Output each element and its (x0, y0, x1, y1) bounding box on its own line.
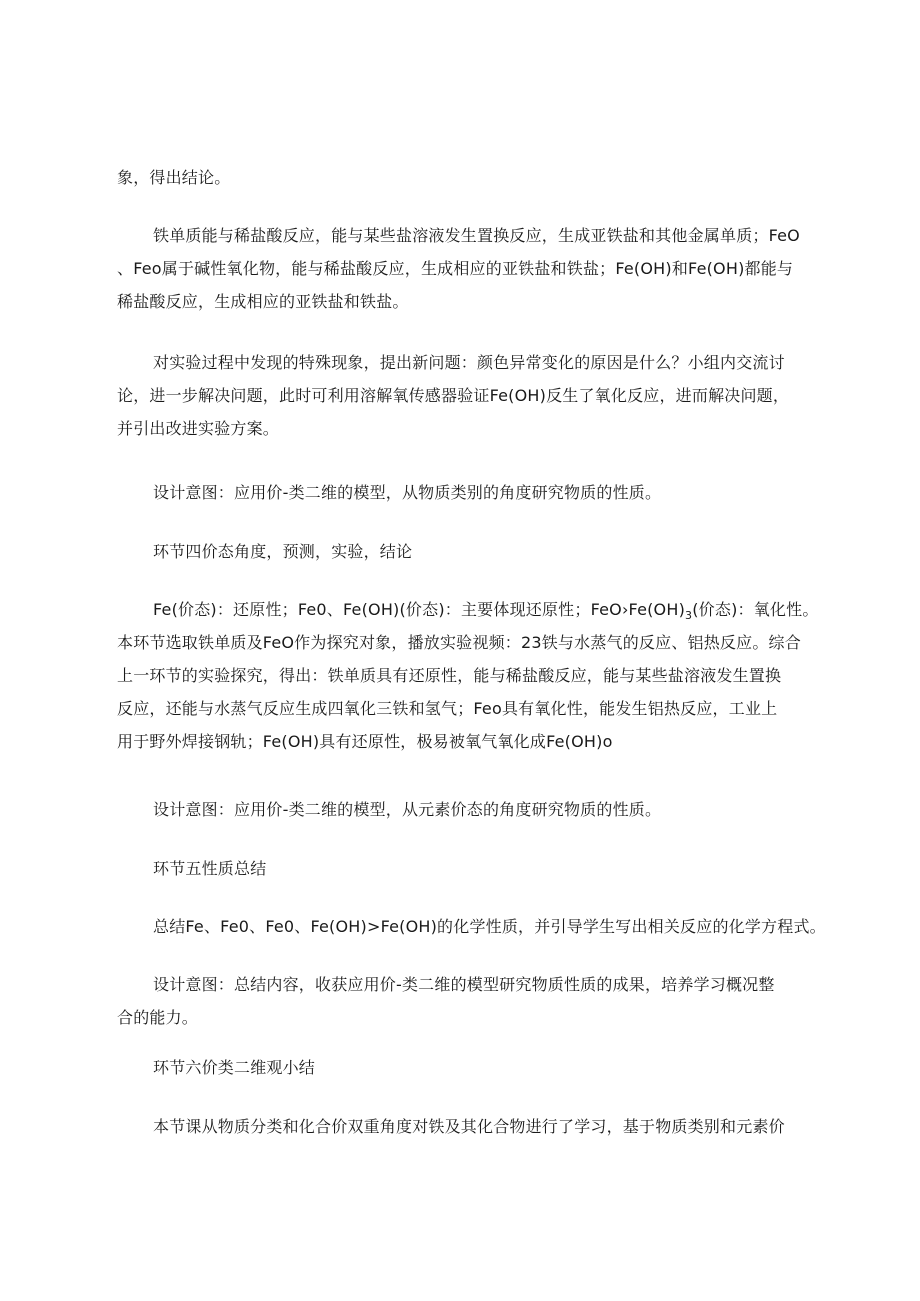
text-line: 设计意图：总结内容，收获应用价-类二维的模型研究物质性质的成果，培养学习概况整 (153, 975, 775, 994)
text-line: 本环节选取铁单质及FeO作为探究对象，播放实验视频：23铁与水蒸气的反应、铝热反应。综合 (117, 633, 801, 652)
text-line: 并引出改进实验方案。 (117, 419, 280, 438)
text-line: 环节四价态角度，预测，实验，结论 (153, 542, 413, 561)
text-line: 论，进一步解决问题，此时可利用溶解氧传感器验证Fe(OH)反生了氧化反应，进而解决问题， (117, 386, 790, 405)
text-line: 合的能力。 (117, 1008, 199, 1027)
paragraph-intro-fragment (117, 161, 810, 194)
paragraph-summary (117, 910, 826, 943)
text-line: 稀盐酸反应，生成相应的亚铁盐和铁盐。 (117, 292, 409, 311)
text-line: 环节五性质总结 (153, 859, 267, 878)
text-line: 、Feo属于碱性氧化物，能与稀盐酸反应，生成相应的亚铁盐和铁盐；Fe(OH)和Fe(OH)都能与 (117, 259, 794, 278)
text-line: Fe(价态)：还原性；Fe0、Fe(OH)(价态)：主要体现还原性；$FeO›Fe(OH)_3$(价态)：氧化性。 (153, 600, 819, 623)
text-line: 铁单质能与稀盐酸反应，能与某些盐溶液发生置换反应，生成亚铁盐和其他金属单质；FeO (153, 226, 800, 245)
text-line: 设计意图：应用价-类二维的模型，从元素价态的角度研究物质的性质。 (153, 800, 662, 819)
section-heading-4 (117, 535, 810, 568)
paragraph-design-intent-2 (117, 793, 810, 826)
section-heading-6 (117, 1051, 810, 1084)
text-line: 环节六价类二维观小结 (153, 1058, 316, 1077)
text-line: 象，得出结论。 (117, 168, 231, 187)
paragraph-experiment-phenomenon (117, 346, 810, 445)
text-line: 总结Fe、Fe0、Fe0、Fe(OH)>Fe(OH)的化学性质，并引导学生写出相关反应的化学方程式。 (153, 917, 826, 936)
text-line: 设计意图：应用价-类二维的模型，从物质类别的角度研究物质的性质。 (153, 483, 662, 502)
paragraph-iron-properties (117, 219, 810, 318)
paragraph-design-intent-3 (117, 968, 810, 1034)
section-heading-5 (117, 852, 810, 885)
paragraph-valence-angle (117, 593, 819, 758)
text-line: 反应，还能与水蒸气反应生成四氧化三铁和氢气；Feo具有氧化性，能发生铝热反应，工业上 (117, 699, 778, 718)
text-line: 用于野外焊接钢轨；Fe(OH)具有还原性，极易被氧气氧化成Fe(OH)o (117, 732, 613, 751)
subscript: 3 (685, 609, 693, 623)
paragraph-design-intent-1 (117, 476, 810, 509)
paragraph-lesson-summary (117, 1110, 810, 1143)
text-line: 本节课从物质分类和化合价双重角度对铁及其化合物进行了学习，基于物质类别和元素价 (153, 1117, 785, 1136)
text-line: 对实验过程中发现的特殊现象，提出新问题：颜色异常变化的原因是什么？小组内交流讨 (153, 353, 785, 372)
text-line: 上一环节的实验探究，得出：铁单质具有还原性，能与稀盐酸反应，能与某些盐溶液发生置换 (117, 666, 782, 685)
